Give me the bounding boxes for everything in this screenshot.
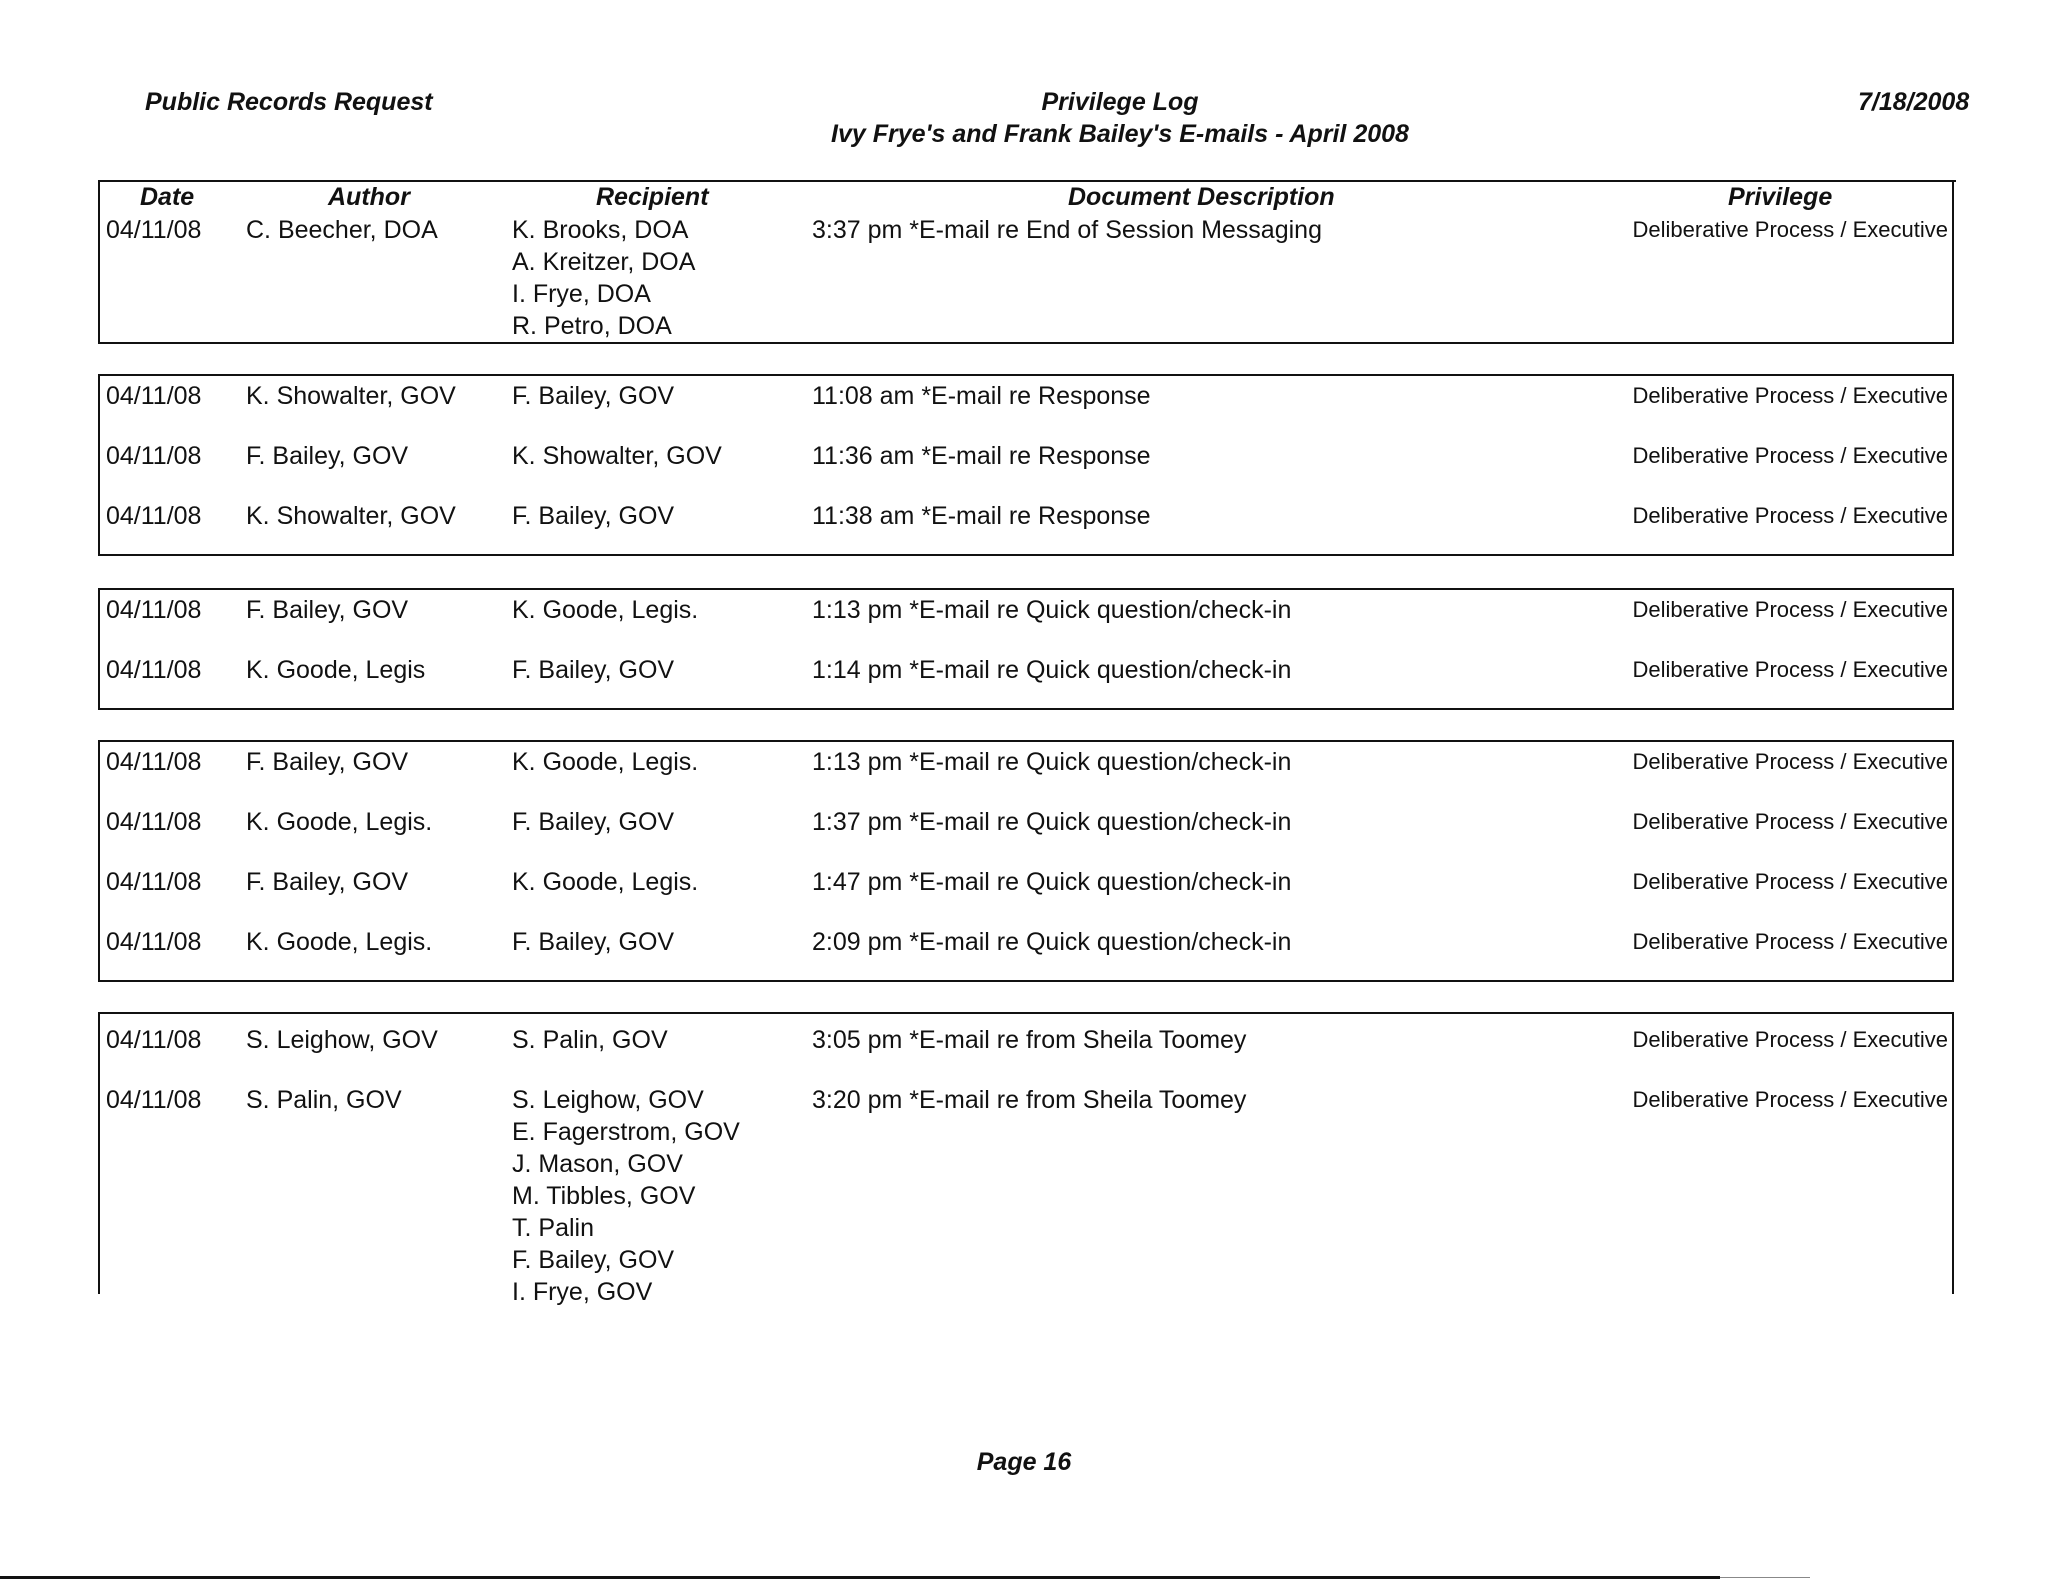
cell-privilege: Deliberative Process / Executive <box>1632 929 1948 954</box>
cell-date: 04/11/08 <box>106 928 202 956</box>
recipient-name: F. Bailey, GOV <box>512 808 675 836</box>
cell-date: 04/11/08 <box>106 1086 202 1114</box>
cell-author: K. Showalter, GOV <box>246 382 456 410</box>
recipient-name: J. Mason, GOV <box>512 1150 683 1178</box>
cell-description: 3:37 pm *E-mail re End of Session Messaging <box>812 216 1322 244</box>
cell-author: F. Bailey, GOV <box>246 596 409 624</box>
cell-recipients <box>512 1024 668 1056</box>
entry-group <box>98 374 1954 556</box>
entry-group <box>98 1012 1954 1306</box>
cell-privilege: Deliberative Process / Executive <box>1632 597 1948 622</box>
cell-date: 04/11/08 <box>106 748 202 776</box>
cell-author: K. Goode, Legis. <box>246 928 433 956</box>
column-header-recipient: Recipient <box>596 183 709 211</box>
cell-date: 04/11/08 <box>106 656 202 684</box>
cell-author: F. Bailey, GOV <box>246 868 409 896</box>
cell-description: 3:20 pm *E-mail re from Sheila Toomey <box>812 1086 1247 1114</box>
cell-author: K. Showalter, GOV <box>246 502 456 530</box>
cell-date: 04/11/08 <box>106 502 202 530</box>
log-date: 7/18/2008 <box>1858 88 1970 116</box>
recipient-name: S. Palin, GOV <box>512 1026 668 1054</box>
cell-recipients <box>512 926 674 958</box>
cell-recipients <box>512 806 674 838</box>
recipient-name: F. Bailey, GOV <box>512 656 675 684</box>
recipient-name: F. Bailey, GOV <box>512 1246 675 1274</box>
page-number: Page 16 <box>976 1448 1072 1476</box>
recipient-name: S. Leighow, GOV <box>512 1086 704 1114</box>
cell-description: 11:36 am *E-mail re Response <box>812 442 1151 470</box>
log-title-line1: Privilege Log <box>1041 88 1199 116</box>
cell-date: 04/11/08 <box>106 808 202 836</box>
cell-description: 1:47 pm *E-mail re Quick question/check-in <box>812 868 1292 896</box>
recipient-name: R. Petro, DOA <box>512 312 672 340</box>
cell-recipients <box>512 866 698 898</box>
cell-recipients <box>512 214 695 342</box>
recipient-name: F. Bailey, GOV <box>512 502 675 530</box>
recipient-name: K. Goode, Legis. <box>512 748 699 776</box>
cell-privilege: Deliberative Process / Executive <box>1632 503 1948 528</box>
cell-author: F. Bailey, GOV <box>246 442 409 470</box>
bottom-rule-tail <box>1720 1577 1810 1578</box>
cell-privilege: Deliberative Process / Executive <box>1632 869 1948 894</box>
cell-privilege: Deliberative Process / Executive <box>1632 443 1948 468</box>
cell-recipients <box>512 440 722 472</box>
cell-privilege: Deliberative Process / Executive <box>1632 749 1948 774</box>
recipient-name: M. Tibbles, GOV <box>512 1182 696 1210</box>
cell-author: S. Palin, GOV <box>246 1086 402 1114</box>
cell-date: 04/11/08 <box>106 216 202 244</box>
cell-description: 1:13 pm *E-mail re Quick question/check-in <box>812 748 1292 776</box>
cell-recipients <box>512 380 674 412</box>
cell-author: K. Goode, Legis. <box>246 808 433 836</box>
cell-description: 3:05 pm *E-mail re from Sheila Toomey <box>812 1026 1247 1054</box>
cell-author: S. Leighow, GOV <box>246 1026 438 1054</box>
column-header-author: Author <box>328 183 410 211</box>
request-title: Public Records Request <box>145 88 433 116</box>
recipient-name: E. Fagerstrom, GOV <box>512 1118 740 1146</box>
recipient-name: K. Brooks, DOA <box>512 216 689 244</box>
recipient-name: K. Goode, Legis. <box>512 596 699 624</box>
recipient-name: I. Frye, GOV <box>512 1278 653 1306</box>
cell-author: C. Beecher, DOA <box>246 216 438 244</box>
log-title-line2: Ivy Frye's and Frank Bailey's E-mails - April 2008 <box>831 120 1409 148</box>
column-header-privilege: Privilege <box>1728 183 1833 211</box>
cell-privilege: Deliberative Process / Executive <box>1632 809 1948 834</box>
cell-description: 1:37 pm *E-mail re Quick question/check-in <box>812 808 1292 836</box>
column-header-date: Date <box>140 183 195 211</box>
cell-description: 11:08 am *E-mail re Response <box>812 382 1151 410</box>
recipient-name: K. Showalter, GOV <box>512 442 722 470</box>
cell-description: 11:38 am *E-mail re Response <box>812 502 1151 530</box>
recipient-name: F. Bailey, GOV <box>512 928 675 956</box>
recipient-name: T. Palin <box>512 1214 594 1242</box>
entry-group <box>98 182 1954 344</box>
entry-group <box>98 740 1954 982</box>
cell-privilege: Deliberative Process / Executive <box>1632 1027 1948 1052</box>
recipient-name: A. Kreitzer, DOA <box>512 248 696 276</box>
cell-author: K. Goode, Legis <box>246 656 426 684</box>
cell-privilege: Deliberative Process / Executive <box>1632 217 1948 242</box>
cell-recipients <box>512 594 698 626</box>
entry-group <box>98 588 1954 710</box>
recipient-name: F. Bailey, GOV <box>512 382 675 410</box>
recipient-name: K. Goode, Legis. <box>512 868 699 896</box>
cell-description: 2:09 pm *E-mail re Quick question/check-in <box>812 928 1292 956</box>
bottom-rule <box>0 1576 1720 1579</box>
cell-privilege: Deliberative Process / Executive <box>1632 657 1948 682</box>
cell-recipients <box>512 500 674 532</box>
cell-privilege: Deliberative Process / Executive <box>1632 1087 1948 1112</box>
cell-date: 04/11/08 <box>106 596 202 624</box>
cell-description: 1:14 pm *E-mail re Quick question/check-in <box>812 656 1292 684</box>
cell-recipients <box>512 654 674 686</box>
recipient-name: I. Frye, DOA <box>512 280 651 308</box>
cell-date: 04/11/08 <box>106 1026 202 1054</box>
cell-description: 1:13 pm *E-mail re Quick question/check-in <box>812 596 1292 624</box>
cell-date: 04/11/08 <box>106 868 202 896</box>
column-header-description: Document Description <box>1068 183 1335 211</box>
cell-recipients <box>512 1084 740 1308</box>
cell-date: 04/11/08 <box>106 382 202 410</box>
cell-recipients <box>512 746 698 778</box>
cell-date: 04/11/08 <box>106 442 202 470</box>
cell-privilege: Deliberative Process / Executive <box>1632 383 1948 408</box>
cell-author: F. Bailey, GOV <box>246 748 409 776</box>
log-title <box>560 86 1680 150</box>
